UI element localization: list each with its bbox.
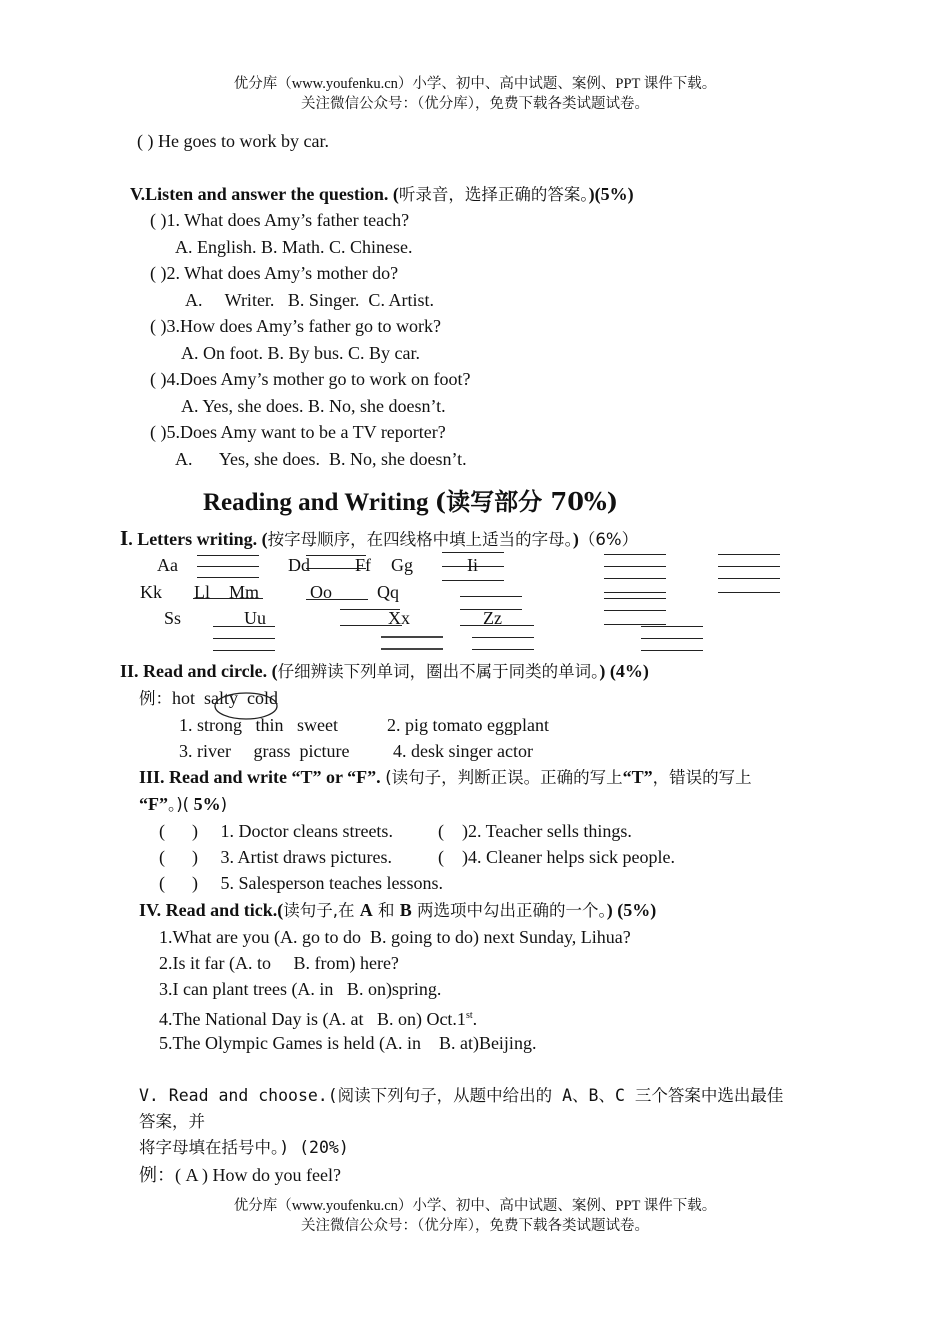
letter-pair: Kk	[140, 582, 162, 602]
tf-text: 5. Salesperson teaches lessons.	[220, 873, 443, 893]
tf-title-cn: (读句子，判断正误。正确的写上	[385, 768, 623, 787]
choose-title-1: V. Read and choose.(阅读下列句子，从题中给出的 A、B、C 三个答案中选出最佳	[139, 1086, 784, 1105]
listening-options: A. On foot. B. By bus. C. By car.	[181, 343, 421, 363]
letter-pair: Xx	[388, 608, 410, 628]
question-text: 4.Does Amy’s mother go to work on foot?	[166, 369, 471, 389]
answer-paren[interactable]: ( )	[438, 847, 468, 867]
tick-title-en: IV. Read and tick.(	[139, 900, 284, 920]
circle-title-en: II. Read and circle. (	[120, 661, 278, 681]
example-word: cold	[247, 688, 279, 708]
choose-example: 例：( A ) How do you feel?	[139, 1165, 341, 1185]
letter-pair: Gg	[391, 555, 413, 575]
letter-pair: Qq	[377, 582, 399, 602]
example-label: 例：	[139, 689, 172, 708]
tick-item-4	[159, 1005, 477, 1030]
tf-title-pct: 5%	[189, 794, 221, 814]
letters-title-en: . Letters writing. (	[128, 529, 268, 549]
circle-title-end: ) (4%)	[599, 661, 649, 681]
answer-paren[interactable]: ( )	[137, 131, 154, 151]
tf-item	[159, 872, 443, 894]
footer-line-1: 优分库（www.youfenku.cn）小学、初中、高中试题、案例、PPT 课件下载。	[233, 1198, 717, 1214]
tick-title-cn4: 两选项中勾出正确的一个。	[411, 901, 607, 920]
letter-pair: Ff	[355, 555, 372, 575]
circle-item: 2. pig tomato eggplant	[387, 715, 549, 735]
tf-item	[438, 846, 675, 868]
listening-title-cn: 听录音，选择正确的答案。	[398, 185, 589, 204]
answer-paren[interactable]: ( )	[150, 422, 167, 442]
answer-paren[interactable]: ( )	[159, 821, 198, 841]
listening-title-end: )(5%)	[588, 184, 634, 204]
letter-pair: Mm	[229, 582, 260, 602]
letter-pair: Zz	[483, 608, 502, 628]
tick-item-end: .	[472, 1009, 478, 1029]
question-text: 5.Does Amy want to be a TV reporter?	[166, 422, 446, 442]
tick-title-cn1: 读句子	[283, 901, 333, 920]
tf-text: 2. Teacher sells things.	[468, 821, 632, 841]
section-title-en: Reading and Writing	[203, 489, 429, 516]
tick-item-sup: st	[465, 1010, 473, 1021]
tick-item: 3.I can plant trees (A. in B. on)spring.	[159, 979, 442, 999]
tf-title-close: )	[220, 795, 228, 814]
item-text: He goes to work by car.	[158, 131, 329, 151]
tick-title-b: B	[399, 900, 412, 920]
tick-title-end: ) (5%)	[606, 900, 657, 920]
example-word-circled: salty	[204, 688, 239, 708]
circle-item: 3. river grass picture	[179, 741, 350, 761]
circle-title-cn: 仔细辨读下列单词，圈出不属于同类的单词。	[277, 662, 600, 681]
answer-paren[interactable]: ( )	[150, 369, 167, 389]
tf-title-cn2: ，错误的写上	[652, 768, 752, 787]
question-text: 1. What does Amy’s father teach?	[166, 210, 410, 230]
circle-item: 4. desk singer actor	[393, 741, 533, 761]
tf-title-t: “T”	[622, 767, 653, 787]
answer-paren[interactable]: ( )	[159, 847, 198, 867]
letters-title-pct: （6%）	[578, 530, 639, 549]
listening-options: A. English. B. Math. C. Chinese.	[175, 237, 413, 257]
tick-title-cn2: ,在	[332, 901, 360, 920]
tf-title	[139, 766, 752, 789]
answer-paren[interactable]: ( )	[438, 821, 468, 841]
letter-pair: Oo	[310, 582, 332, 602]
letters-roman: I	[120, 526, 129, 550]
answer-paren[interactable]: ( )	[150, 316, 167, 336]
header-line-1: 优分库（www.youfenku.cn）小学、初中、高中试题、案例、PPT 课件下载。	[233, 76, 717, 92]
answer-paren[interactable]: ( )	[150, 263, 167, 283]
answer-paren[interactable]: ( )	[159, 873, 198, 893]
footer-line-2: 关注微信公众号：（优分库），免费下载各类试题试卷。	[301, 1218, 649, 1234]
example-word: hot	[172, 688, 196, 708]
tf-title-f: “F”	[139, 794, 168, 814]
answer-paren[interactable]: ( )	[150, 210, 167, 230]
question-text: 3.How does Amy’s father go to work?	[166, 316, 441, 336]
question-text: 2. What does Amy’s mother do?	[166, 263, 399, 283]
letters-title-end: )	[572, 529, 579, 549]
tick-title-cn3: 和	[372, 901, 400, 920]
letter-pair: Ll	[194, 582, 210, 602]
tf-text: 3. Artist draws pictures.	[220, 847, 392, 867]
header-line-2: 关注微信公众号：（优分库），免费下载各类试题试卷。	[301, 96, 649, 112]
letter-pair: Uu	[244, 608, 266, 628]
tick-item: 1.What are you (A. go to do B. going to do) next Sunday, Lihua?	[159, 927, 631, 947]
tick-title	[139, 899, 656, 922]
section-title-cn: (读写部分 70%)	[434, 487, 619, 516]
tf-text: 1. Doctor cleans streets.	[220, 821, 393, 841]
letter-pair: Aa	[157, 555, 178, 575]
circle-item: 1. strong thin sweet	[179, 715, 338, 735]
tf-title-cont	[139, 793, 227, 816]
tf-title-en: III. Read and write “T” or “F”.	[139, 767, 381, 787]
listening-options: A. Yes, she does. B. No, she doesn’t.	[181, 396, 446, 416]
tf-text: 4. Cleaner helps sick people.	[468, 847, 675, 867]
letter-pair: Ii	[467, 555, 478, 575]
letter-pair: Ss	[164, 608, 182, 628]
tick-title-a: A	[359, 900, 373, 920]
listening-options: A. Yes, she does. B. No, she doesn’t.	[175, 449, 467, 469]
tf-item	[159, 846, 392, 868]
tf-item	[438, 820, 632, 842]
tf-item	[159, 820, 393, 842]
tick-item: 5.The Olympic Games is held (A. in B. at)Beijing.	[159, 1033, 537, 1053]
listening-title-en: V.Listen and answer the question. (	[130, 184, 399, 204]
tick-item-text: 4.The National Day is (A. at B. on) Oct.1	[159, 1009, 466, 1029]
letters-title-cn: 按字母顺序，在四线格中填上适当的字母。	[267, 530, 573, 549]
letter-pair: Dd	[288, 555, 310, 575]
choose-title-3: 将字母填在括号中。) (20%)	[139, 1138, 349, 1157]
tf-title-cn3: 。)(	[168, 795, 190, 814]
listening-options: A. Writer. B. Singer. C. Artist.	[185, 290, 434, 310]
choose-title-2: 答案，并	[139, 1112, 205, 1131]
tick-item: 2.Is it far (A. to B. from) here?	[159, 953, 399, 973]
